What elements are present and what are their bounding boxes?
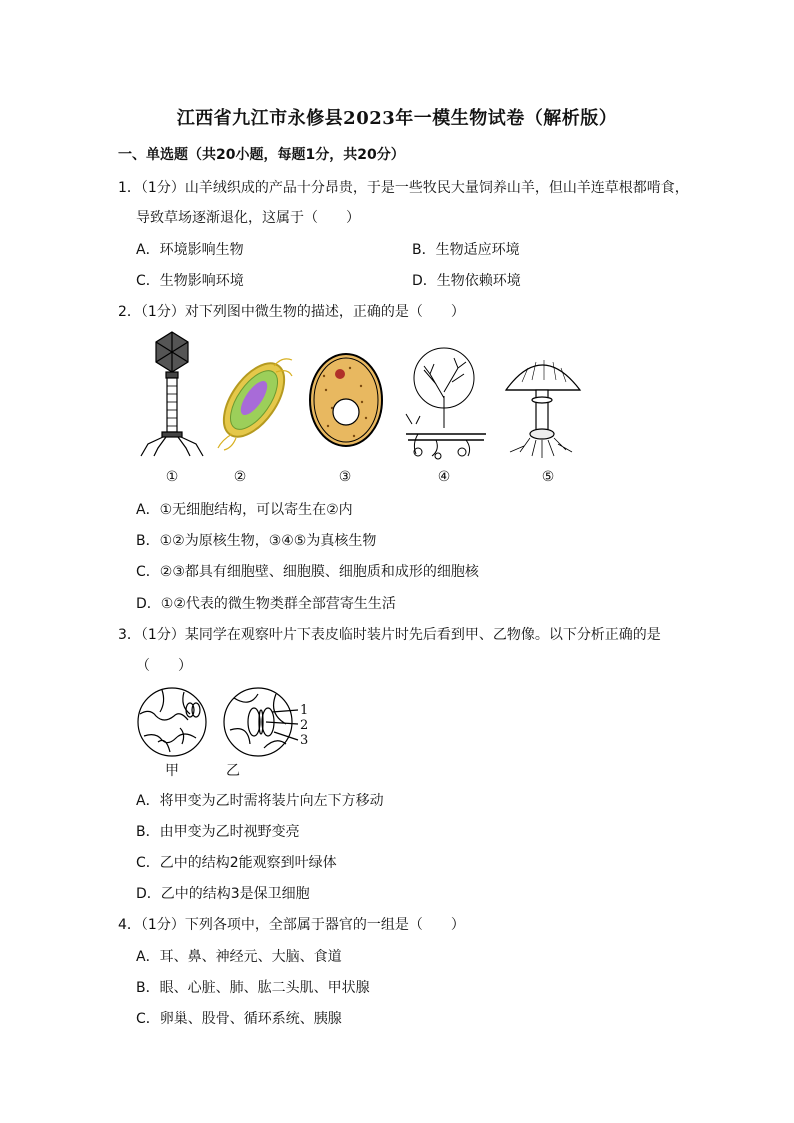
callout-1: 1 <box>300 703 309 718</box>
question-4-option-c: C．卵巢、股骨、循环系统、胰腺 <box>136 1011 342 1027</box>
bacterium-icon <box>212 353 296 450</box>
figure-label-3: ③ <box>338 469 352 485</box>
figure-label-1: ① <box>165 469 179 485</box>
question-1-option-d: D．生物依赖环境 <box>412 273 521 289</box>
question-2-stem: 2．（1分）对下列图中微生物的描述，正确的是（ ） <box>118 304 465 320</box>
question-4-stem: 4．（1分）下列各项中，全部属于器官的一组是（ ） <box>118 917 465 933</box>
question-2-option-b: B．①②为原核生物，③④⑤为真核生物 <box>136 533 377 549</box>
question-1-option-c: C．生物影响环境 <box>136 273 244 289</box>
question-3-option-d: D．乙中的结构3是保卫细胞 <box>136 886 310 902</box>
mold-icon <box>406 348 486 459</box>
view-jia-icon <box>138 688 206 756</box>
figure-label-yi: 乙 <box>226 763 240 779</box>
question-2-option-c: C．②③都具有细胞壁、细胞膜、细胞质和成形的细胞核 <box>136 564 479 580</box>
question-3-option-b: B．由甲变为乙时视野变亮 <box>136 824 300 840</box>
yeast-cell-icon <box>310 354 382 446</box>
question-1-stem: 1．（1分）山羊绒织成的产品十分昂贵，于是一些牧民大量饲养山羊，但山羊连草根都啃食， <box>118 180 689 196</box>
question-4-option-b: B．眼、心脏、肺、肱二头肌、甲状腺 <box>136 980 370 996</box>
question-3-option-a: A．将甲变为乙时需将装片向左下方移动 <box>136 793 384 809</box>
question-1-option-a: A．环境影响生物 <box>136 242 244 258</box>
view-yi-icon <box>224 688 298 756</box>
question-4-option-a: A．耳、鼻、神经元、大脑、食道 <box>136 949 342 965</box>
mushroom-icon <box>506 360 580 458</box>
question-3-stem: 3．（1分）某同学在观察叶片下表皮临时装片时先后看到甲、乙物像。以下分析正确的是 <box>118 627 661 643</box>
question-1-stem-cont: 导致草场逐渐退化，这属于（ ） <box>136 210 360 226</box>
question-2-option-d: D．①②代表的微生物类群全部营寄生生活 <box>136 596 396 612</box>
microbes-figure <box>136 328 596 468</box>
question-2-option-a: A．①无细胞结构，可以寄生在②内 <box>136 502 353 518</box>
figure-label-jia: 甲 <box>165 763 179 779</box>
section-heading: 一、单选题（共20小题，每题1分，共20分） <box>118 147 405 163</box>
callout-3: 3 <box>300 733 309 748</box>
bacteriophage-icon <box>141 332 203 456</box>
question-3-stem-cont: （ ） <box>136 658 192 674</box>
figure-label-5: ⑤ <box>541 469 555 485</box>
question-1-option-b: B．生物适应环境 <box>412 242 520 258</box>
figure-label-4: ④ <box>437 469 451 485</box>
question-3-option-c: C．乙中的结构2能观察到叶绿体 <box>136 855 337 871</box>
page-title: 江西省九江市永修县2023年一模生物试卷（解析版） <box>176 108 618 129</box>
figure-label-2: ② <box>233 469 247 485</box>
callout-2: 2 <box>300 718 309 733</box>
